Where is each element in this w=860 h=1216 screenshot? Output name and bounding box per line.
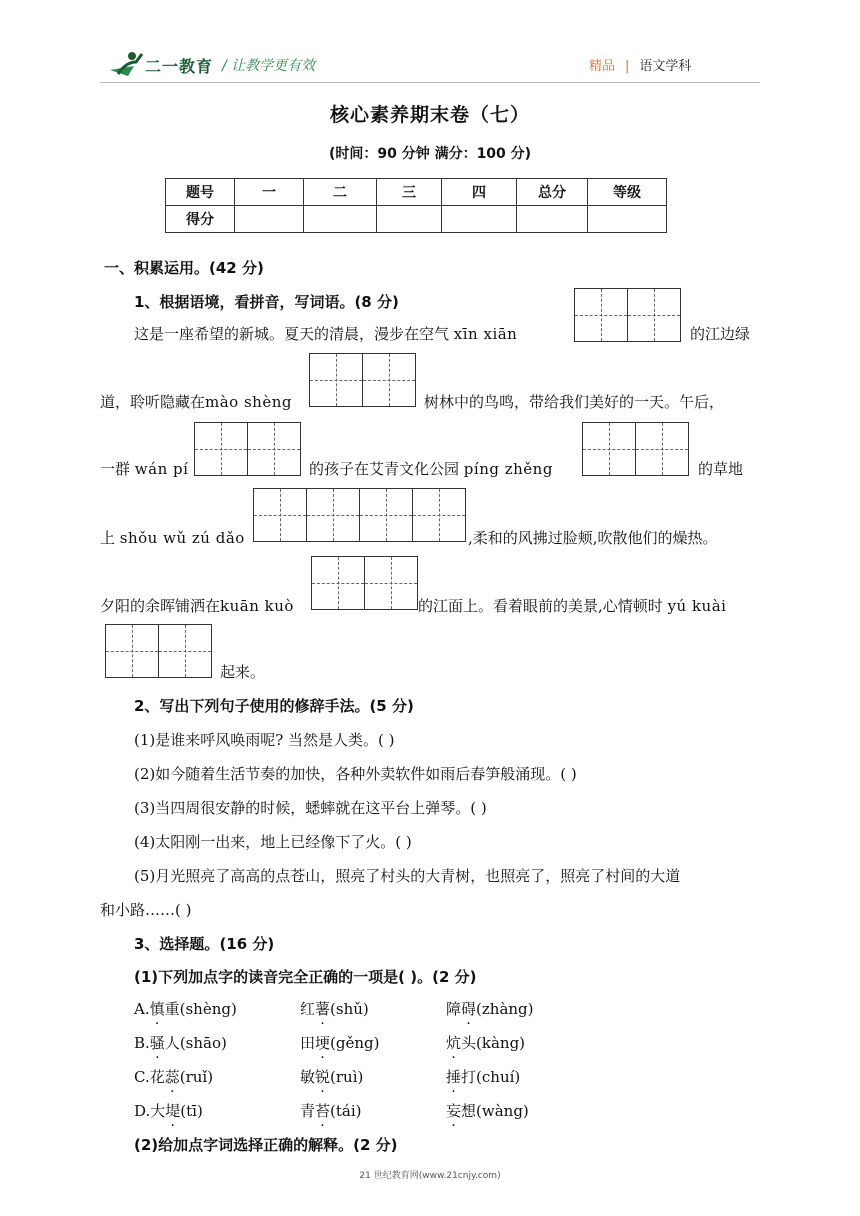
question-heading: 1、根据语境，看拼音，写词语。(8 分) bbox=[134, 293, 399, 311]
pinyin-prompt: píng zhěng bbox=[463, 460, 553, 478]
q1-line-4 bbox=[100, 527, 245, 548]
option-c-word-3 bbox=[446, 1066, 520, 1087]
option-word: 青 bbox=[300, 1102, 316, 1120]
exam-info: (时间：90 分钟 满分：100 分) bbox=[328, 146, 532, 162]
score-cell[interactable] bbox=[377, 206, 442, 233]
q1-line-2 bbox=[100, 391, 292, 412]
q1-text: 上 bbox=[100, 529, 116, 547]
score-cell[interactable] bbox=[517, 206, 588, 233]
pinyin-prompt: xīn xiān bbox=[453, 325, 518, 343]
list-item: (5)月光照亮了高高的点苍山，照亮了村头的大青树，也照亮了，照亮了村间的大道 bbox=[134, 867, 681, 885]
pinyin-prompt: mào shèng bbox=[205, 393, 292, 411]
q1-line-3b bbox=[309, 458, 553, 479]
answer-grid[interactable] bbox=[574, 288, 681, 342]
header-right bbox=[589, 55, 691, 74]
answer-grid[interactable] bbox=[194, 422, 301, 476]
slogan: / 让教学更有效 bbox=[222, 58, 316, 74]
dotted-char: 蕊 bbox=[164, 1068, 180, 1086]
option-label: C. bbox=[134, 1068, 150, 1086]
q1-line-5b bbox=[418, 595, 726, 616]
score-cell[interactable] bbox=[235, 206, 304, 233]
option-word: (zhàng) bbox=[476, 1000, 534, 1018]
pinyin-prompt: shǒu wǔ zú dǎo bbox=[119, 529, 245, 547]
q1-text: 一群 bbox=[100, 460, 131, 478]
list-item: (3)当四周很安静的时候，蟋蟀就在这平台上弹琴。( ) bbox=[134, 799, 487, 817]
subject-label: 语文学科 bbox=[639, 59, 692, 74]
table-header-cell: 二 bbox=[304, 179, 377, 206]
dotted-char: 碍 bbox=[461, 1000, 477, 1018]
option-word: (kàng) bbox=[476, 1034, 526, 1052]
pinyin-prompt: wán pí bbox=[134, 460, 189, 478]
q1-text: 的江边绿 bbox=[690, 325, 751, 343]
list-item: 和小路……( ) bbox=[100, 901, 192, 919]
score-cell[interactable] bbox=[442, 206, 517, 233]
sub-question: (2)给加点字词选择正确的解释。(2 分) bbox=[134, 1136, 398, 1154]
option-word: 打 bbox=[461, 1068, 477, 1086]
list-item: (4)太阳刚一出来，地上已经像下了火。( ) bbox=[134, 833, 412, 851]
score-cell[interactable] bbox=[304, 206, 377, 233]
option-word: (wàng) bbox=[476, 1102, 529, 1120]
page-footer: 21 世纪教育网(www.21cnjy.com) bbox=[359, 1171, 501, 1181]
table-header-cell: 题号 bbox=[166, 179, 235, 206]
score-table-row bbox=[166, 206, 667, 233]
q1-text: 的草地 bbox=[698, 460, 744, 478]
option-label: D. bbox=[134, 1102, 151, 1120]
answer-grid[interactable] bbox=[582, 422, 689, 476]
option-a-word-3 bbox=[446, 998, 534, 1019]
table-header-cell: 三 bbox=[377, 179, 442, 206]
option-word: (ruì) bbox=[330, 1068, 364, 1086]
option-a-word-2 bbox=[300, 998, 369, 1019]
table-header-cell: 等级 bbox=[588, 179, 667, 206]
answer-grid[interactable] bbox=[309, 353, 416, 407]
dotted-char: 骚 bbox=[149, 1034, 165, 1052]
option-word: 障 bbox=[446, 1000, 462, 1018]
dotted-char: 捶 bbox=[446, 1068, 462, 1086]
option-a[interactable] bbox=[134, 998, 237, 1019]
option-c-word-2 bbox=[300, 1066, 363, 1087]
dotted-char: 苔 bbox=[315, 1102, 331, 1120]
option-c[interactable] bbox=[134, 1066, 213, 1087]
sub-question: (1)下列加点字的读音完全正确的一项是( )。(2 分) bbox=[134, 968, 477, 986]
q1-line-3 bbox=[100, 458, 188, 479]
page-title: 核心素养期末卷（七） bbox=[329, 104, 530, 126]
q1-text: 的孩子在艾青文化公园 bbox=[309, 460, 460, 478]
q1-text: 起来。 bbox=[220, 663, 266, 681]
option-word: 人(shāo) bbox=[164, 1034, 227, 1052]
question-heading: 2、写出下列句子使用的修辞手法。(5 分) bbox=[134, 697, 414, 715]
option-word: 大 bbox=[150, 1102, 166, 1120]
dotted-char: 慎 bbox=[149, 1000, 165, 1018]
option-word: 重(shèng) bbox=[164, 1000, 237, 1018]
dotted-char: 妄 bbox=[446, 1102, 462, 1120]
q1-line-5 bbox=[100, 595, 294, 616]
option-word: 花 bbox=[149, 1068, 165, 1086]
logo-text: 二一教育 bbox=[145, 57, 214, 76]
option-label: B. bbox=[134, 1034, 150, 1052]
q1-text: 这是一座希望的新城。夏天的清晨，漫步在空气 bbox=[134, 325, 450, 343]
option-b-word-3 bbox=[446, 1032, 525, 1053]
option-d[interactable] bbox=[134, 1100, 203, 1121]
score-cell[interactable] bbox=[588, 206, 667, 233]
dotted-char: 锐 bbox=[315, 1068, 331, 1086]
option-b[interactable] bbox=[134, 1032, 227, 1053]
answer-grid[interactable] bbox=[311, 556, 418, 610]
option-word: (chuí) bbox=[476, 1068, 521, 1086]
option-label: A. bbox=[134, 1000, 150, 1018]
score-table-header-row bbox=[166, 179, 667, 206]
q1-text: 夕阳的余晖铺洒在 bbox=[100, 597, 221, 615]
quality-badge: 精品 bbox=[589, 59, 616, 74]
table-header-cell: 总分 bbox=[517, 179, 588, 206]
pinyin-prompt: yú kuài bbox=[667, 597, 727, 615]
dotted-char: 薯 bbox=[315, 1000, 331, 1018]
pinyin-prompt: kuān kuò bbox=[220, 597, 294, 615]
option-word: 想 bbox=[461, 1102, 477, 1120]
table-row-label: 得分 bbox=[166, 206, 235, 233]
option-word: 敏 bbox=[300, 1068, 316, 1086]
option-word: (ruǐ) bbox=[179, 1068, 214, 1086]
list-item: (1)是谁来呼风唤雨呢? 当然是人类。( ) bbox=[134, 731, 395, 749]
table-header-cell: 一 bbox=[235, 179, 304, 206]
dotted-char: 埂 bbox=[315, 1034, 331, 1052]
list-item: (2)如今随着生活节奏的加快，各种外卖软件如雨后春笋般涌现。( ) bbox=[134, 765, 577, 783]
dotted-char: 炕 bbox=[446, 1034, 462, 1052]
option-word: (tái) bbox=[330, 1102, 362, 1120]
option-word: 田 bbox=[300, 1034, 316, 1052]
header-separator: | bbox=[625, 59, 630, 74]
option-word: (gěng) bbox=[330, 1034, 380, 1052]
option-word: (shǔ) bbox=[330, 1000, 369, 1018]
option-word: 红 bbox=[300, 1000, 316, 1018]
score-table bbox=[165, 178, 667, 233]
table-header-cell: 四 bbox=[442, 179, 517, 206]
answer-grid[interactable] bbox=[253, 488, 466, 542]
answer-grid[interactable] bbox=[105, 624, 212, 678]
q1-text: ,柔和的风拂过脸颊,吹散他们的燥热。 bbox=[468, 529, 718, 547]
q1-line-1 bbox=[134, 323, 517, 344]
option-word: 头 bbox=[461, 1034, 477, 1052]
header-divider bbox=[100, 82, 760, 83]
q1-text: 的江面上。看着眼前的美景,心情顿时 bbox=[418, 597, 663, 615]
option-d-word-3 bbox=[446, 1100, 529, 1121]
dotted-char: 堤 bbox=[165, 1102, 181, 1120]
option-d-word-2 bbox=[300, 1100, 362, 1121]
question-heading: 3、选择题。(16 分) bbox=[134, 935, 275, 953]
q1-text: 道，聆听隐藏在 bbox=[100, 393, 206, 411]
section-heading: 一、积累运用。(42 分) bbox=[104, 259, 264, 277]
q1-text: 树林中的鸟鸣，带给我们美好的一天。午后， bbox=[424, 393, 725, 411]
option-word: (tī) bbox=[180, 1102, 203, 1120]
option-b-word-2 bbox=[300, 1032, 379, 1053]
